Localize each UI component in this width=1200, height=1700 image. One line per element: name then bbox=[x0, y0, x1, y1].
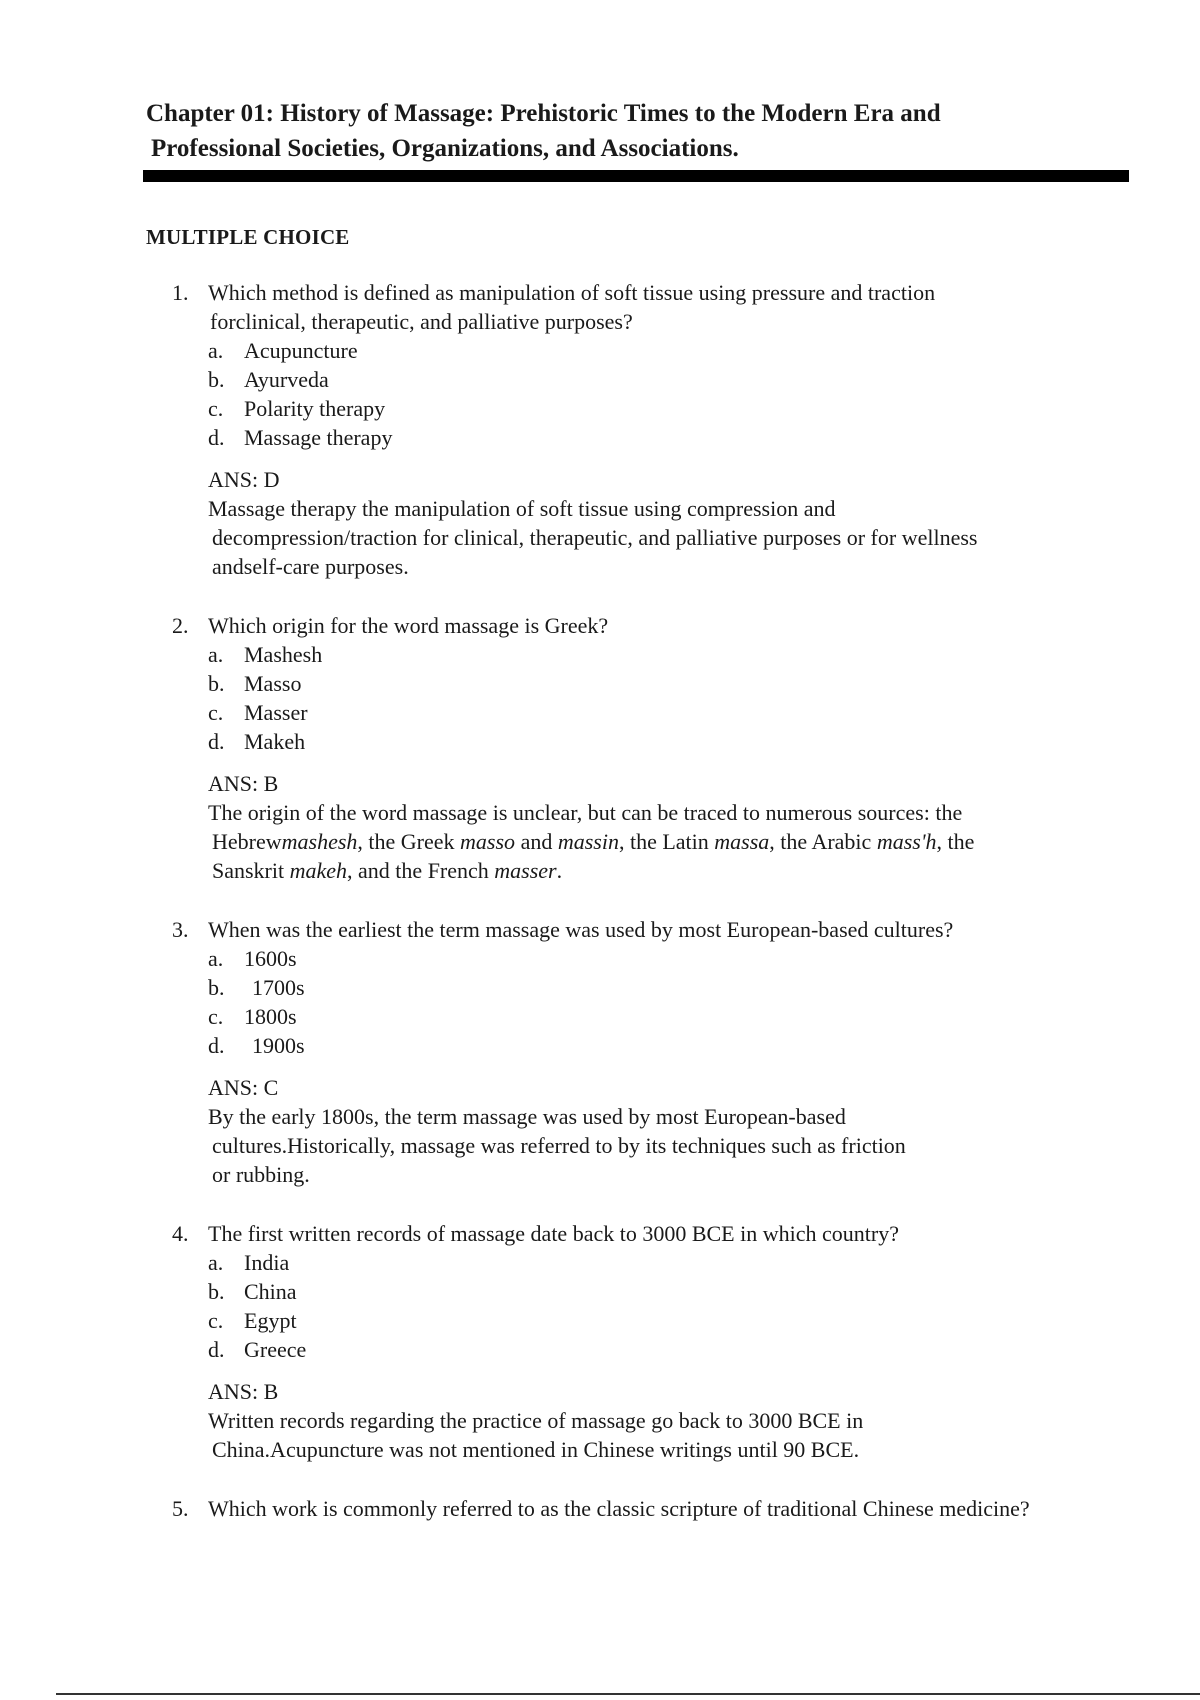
option-text: Ayurveda bbox=[244, 367, 329, 392]
option-letter: d. bbox=[208, 425, 225, 450]
option-b bbox=[172, 365, 1132, 394]
question-stem bbox=[172, 1494, 1132, 1523]
stem-line: When was the earliest the term massage was used by most European-based cultures? bbox=[208, 917, 954, 942]
option-text: Mashesh bbox=[244, 642, 323, 667]
stem-line: Which origin for the word massage is Greek? bbox=[208, 613, 609, 638]
rationale-fragment: and bbox=[515, 829, 558, 854]
rationale-fragment: Sanskrit bbox=[212, 858, 290, 883]
answer-key: ANS: B bbox=[208, 1379, 279, 1404]
rationale-term: masso bbox=[460, 829, 516, 854]
rationale-line: The origin of the word massage is unclear, but can be traced to numerous sources: the bbox=[208, 800, 963, 825]
option-letter: d. bbox=[208, 1033, 225, 1058]
rationale bbox=[208, 1102, 1132, 1189]
answer-key: ANS: B bbox=[208, 771, 279, 796]
rationale-fragment: , the Greek bbox=[357, 829, 461, 854]
option-c bbox=[172, 1306, 1132, 1335]
option-d bbox=[172, 1335, 1132, 1364]
option-letter: a. bbox=[208, 1250, 224, 1275]
rationale-line: or rubbing. bbox=[212, 1162, 310, 1187]
question-number: 2. bbox=[172, 613, 189, 638]
rationale-fragment: . bbox=[556, 858, 563, 883]
rationale-line: Written records regarding the practice of massage go back to 3000 BCE in bbox=[208, 1408, 864, 1433]
option-letter: d. bbox=[208, 1337, 225, 1362]
title-line-1: Chapter 01: History of Massage: Prehistoric Times to the Modern Era and bbox=[146, 100, 941, 127]
option-letter: c. bbox=[208, 1308, 224, 1333]
stem-line: Which method is defined as manipulation of soft tissue using pressure and traction bbox=[208, 280, 936, 305]
option-text: Masser bbox=[244, 700, 308, 725]
rationale-term: massin bbox=[557, 829, 619, 854]
option-letter: a. bbox=[208, 642, 224, 667]
option-text: Greece bbox=[244, 1337, 307, 1362]
option-c bbox=[172, 394, 1132, 423]
rationale-line: China.Acupuncture was not mentioned in Chinese writings until 90 BCE. bbox=[212, 1437, 860, 1462]
rationale bbox=[208, 1406, 1132, 1464]
option-text: 1800s bbox=[244, 1004, 297, 1029]
option-text: 1900s bbox=[252, 1033, 305, 1058]
stem-line: Which work is commonly referred to as the classic scripture of traditional Chinese medicine? bbox=[208, 1496, 1030, 1521]
answer-key: ANS: C bbox=[208, 1075, 279, 1100]
rationale-fragment: Hebrew bbox=[212, 829, 282, 854]
question-number: 3. bbox=[172, 917, 189, 942]
option-text: Acupuncture bbox=[244, 338, 358, 363]
option-list bbox=[172, 1248, 1132, 1364]
option-letter: a. bbox=[208, 338, 224, 363]
option-text: 1600s bbox=[244, 946, 297, 971]
rationale-line: cultures.Historically, massage was referred to by its techniques such as friction bbox=[212, 1133, 906, 1158]
option-letter: b. bbox=[208, 1279, 225, 1304]
question-number: 4. bbox=[172, 1221, 189, 1246]
option-letter: a. bbox=[208, 946, 224, 971]
section-heading: MULTIPLE CHOICE bbox=[146, 225, 350, 249]
stem-line: forclinical, therapeutic, and palliative purposes? bbox=[210, 309, 633, 334]
answer-block bbox=[172, 465, 1132, 581]
rationale-line: By the early 1800s, the term massage was used by most European-based bbox=[208, 1104, 846, 1129]
rationale-fragment: , and the French bbox=[347, 858, 495, 883]
question-4 bbox=[172, 1219, 1132, 1464]
page-title bbox=[146, 96, 1106, 166]
answer-key: ANS: D bbox=[208, 467, 280, 492]
option-b bbox=[172, 1277, 1132, 1306]
question-3 bbox=[172, 915, 1132, 1189]
rationale-line: Massage therapy the manipulation of soft tissue using compression and bbox=[208, 496, 836, 521]
option-letter: c. bbox=[208, 1004, 224, 1029]
rationale bbox=[208, 494, 1132, 581]
option-letter: b. bbox=[208, 367, 225, 392]
option-text: India bbox=[244, 1250, 290, 1275]
option-c bbox=[172, 698, 1132, 727]
rationale-fragment: , the Latin bbox=[618, 829, 715, 854]
answer-block bbox=[172, 1377, 1132, 1464]
option-d bbox=[172, 727, 1132, 756]
option-letter: b. bbox=[208, 975, 225, 1000]
rationale-term: mass'h bbox=[876, 829, 937, 854]
title-line-2: Professional Societies, Organizations, and Associations. bbox=[151, 135, 739, 162]
option-text: China bbox=[244, 1279, 297, 1304]
footer-divider bbox=[56, 1693, 1200, 1695]
rationale-fragment: , the Arabic bbox=[769, 829, 877, 854]
rationale-line bbox=[208, 827, 1132, 856]
option-list bbox=[172, 336, 1132, 452]
question-number: 1. bbox=[172, 280, 189, 305]
option-text: Makeh bbox=[244, 729, 306, 754]
rationale-line bbox=[208, 856, 1132, 885]
rationale-term: mashesh bbox=[281, 829, 358, 854]
option-text: Polarity therapy bbox=[244, 396, 386, 421]
question-1 bbox=[172, 278, 1132, 581]
title-divider bbox=[143, 170, 1129, 182]
question-2 bbox=[172, 611, 1132, 885]
rationale-line: andself-care purposes. bbox=[212, 554, 409, 579]
option-letter: c. bbox=[208, 396, 224, 421]
question-stem bbox=[172, 915, 1132, 944]
option-a bbox=[172, 336, 1132, 365]
rationale-line: decompression/traction for clinical, therapeutic, and palliative purposes or for wellness bbox=[212, 525, 978, 550]
option-list bbox=[172, 944, 1132, 1060]
question-5 bbox=[172, 1494, 1132, 1523]
option-c bbox=[172, 1002, 1132, 1031]
answer-block bbox=[172, 769, 1132, 885]
option-d bbox=[172, 423, 1132, 452]
option-b bbox=[172, 669, 1132, 698]
option-text: Massage therapy bbox=[244, 425, 393, 450]
option-a bbox=[172, 640, 1132, 669]
question-stem bbox=[172, 278, 1132, 336]
option-a bbox=[172, 944, 1132, 973]
question-number: 5. bbox=[172, 1496, 189, 1521]
option-letter: c. bbox=[208, 700, 224, 725]
option-text: 1700s bbox=[252, 975, 305, 1000]
rationale-term: makeh bbox=[289, 858, 348, 883]
answer-block bbox=[172, 1073, 1132, 1189]
option-letter: d. bbox=[208, 729, 225, 754]
option-text: Masso bbox=[244, 671, 302, 696]
rationale bbox=[208, 798, 1132, 885]
option-letter: b. bbox=[208, 671, 225, 696]
option-b bbox=[172, 973, 1132, 1002]
question-stem bbox=[172, 611, 1132, 640]
question-stem bbox=[172, 1219, 1132, 1248]
option-list bbox=[172, 640, 1132, 756]
option-d bbox=[172, 1031, 1132, 1060]
rationale-term: masser bbox=[494, 858, 557, 883]
option-text: Egypt bbox=[244, 1308, 297, 1333]
stem-line: The first written records of massage date back to 3000 BCE in which country? bbox=[208, 1221, 899, 1246]
option-a bbox=[172, 1248, 1132, 1277]
rationale-fragment: , the bbox=[936, 829, 975, 854]
rationale-term: massa bbox=[714, 829, 770, 854]
